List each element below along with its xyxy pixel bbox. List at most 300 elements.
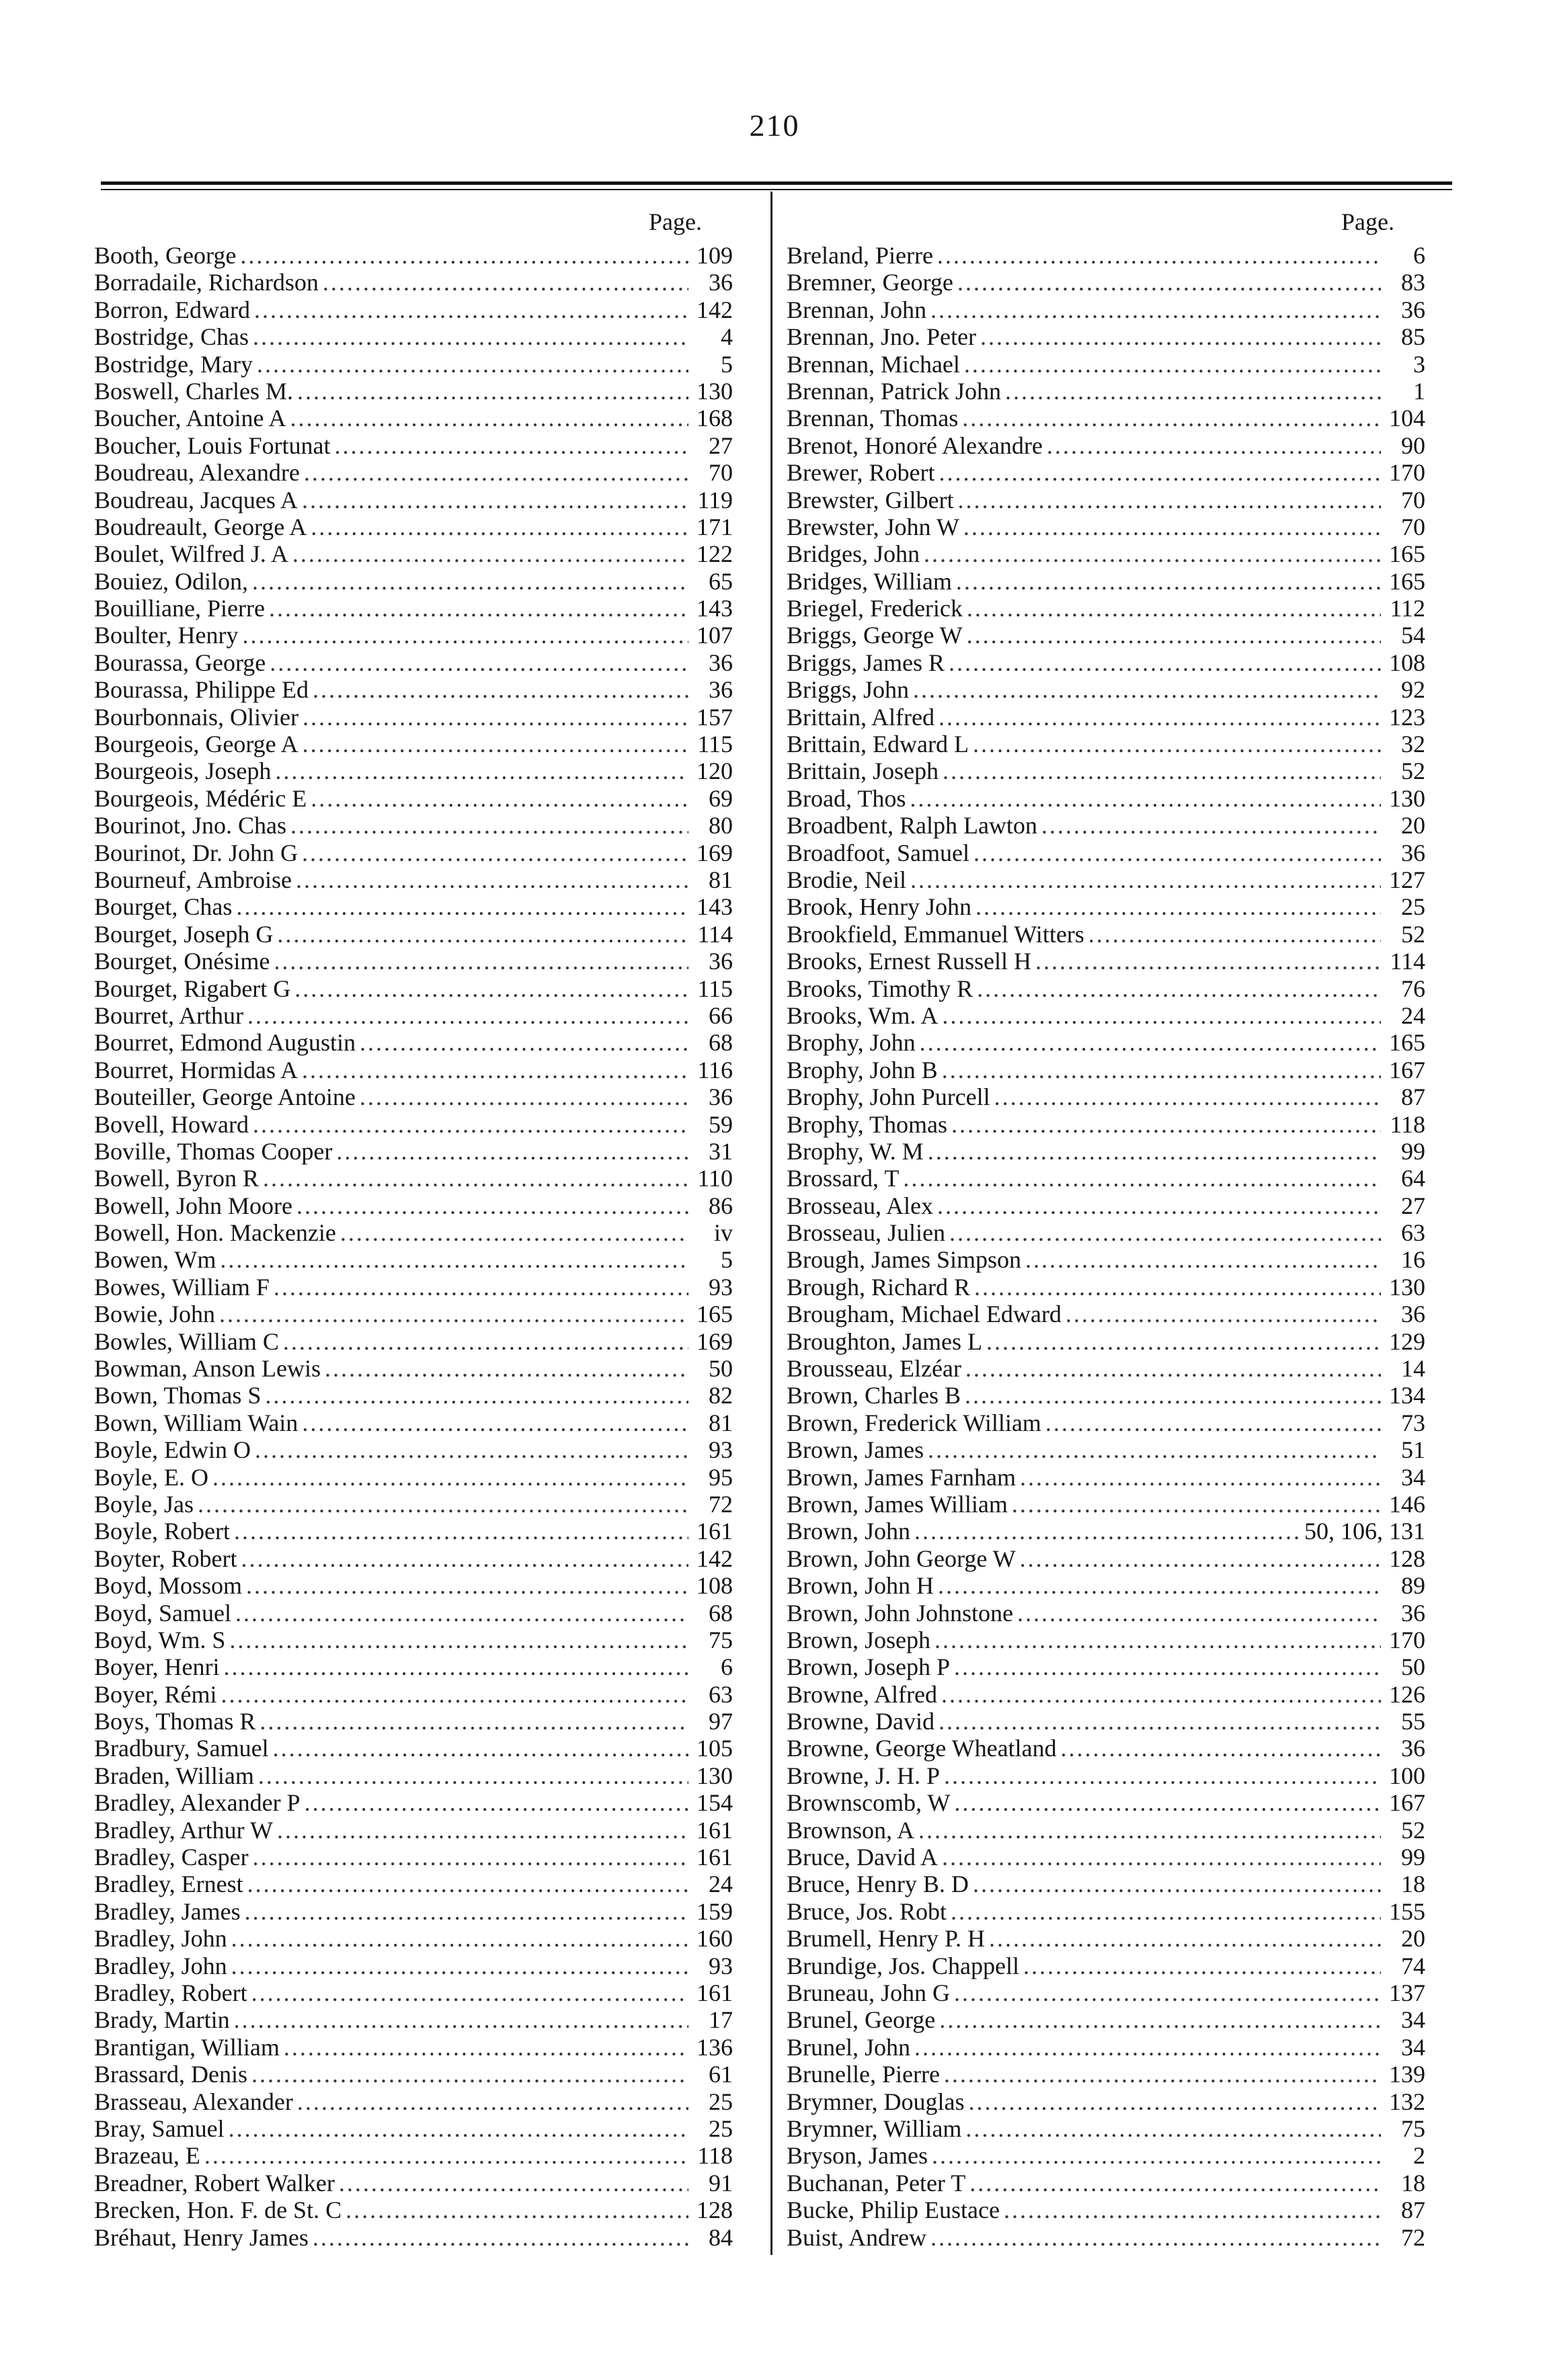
dot-leader	[989, 1925, 1381, 1952]
entry-name: Brymner, William	[787, 2115, 962, 2142]
index-entry	[94, 975, 733, 1002]
entry-page-number: 25	[709, 2088, 733, 2115]
index-entry	[787, 1600, 1425, 1627]
index-entry	[787, 1138, 1425, 1165]
entry-name: Brooks, Timothy R	[787, 975, 974, 1002]
index-entry	[94, 1165, 733, 1192]
index-entry	[787, 1871, 1425, 1897]
entry-name: Bourret, Arthur	[94, 1001, 243, 1029]
index-entry	[787, 514, 1425, 540]
entry-name: Bourget, Chas	[94, 893, 233, 921]
entry-name: Brown, Joseph	[787, 1626, 930, 1653]
entry-page-number: 146	[1389, 1490, 1425, 1518]
left-index-column	[94, 195, 733, 2251]
index-entry	[787, 731, 1425, 757]
entry-page-number: 95	[709, 1463, 733, 1491]
dot-leader	[956, 568, 1381, 595]
entry-page-number: 93	[709, 1273, 733, 1301]
entry-page-number: 109	[697, 242, 733, 269]
index-entry	[787, 269, 1425, 296]
index-entry	[787, 921, 1425, 948]
dot-leader	[263, 1165, 688, 1192]
dot-leader	[962, 405, 1381, 432]
dot-leader	[1023, 1953, 1381, 1979]
entry-page-number: 139	[1389, 2061, 1425, 2088]
index-entry	[94, 1817, 733, 1844]
index-entry	[787, 622, 1425, 649]
header-rule-thin	[101, 189, 1452, 190]
left-entry-list	[94, 242, 733, 2251]
entry-page-number: 142	[697, 1545, 733, 1572]
entry-page-number: 161	[697, 1844, 733, 1871]
dot-leader	[252, 568, 688, 595]
entry-page-number: 142	[697, 296, 733, 323]
entry-page-number: 110	[697, 1165, 733, 1192]
entry-name: Bourbonnais, Olivier	[94, 703, 299, 731]
dot-leader	[284, 2034, 688, 2061]
dot-leader	[294, 975, 688, 1002]
index-entry	[787, 704, 1425, 731]
index-entry	[787, 1355, 1425, 1382]
index-entry	[94, 1111, 733, 1138]
index-entry	[94, 785, 733, 812]
entry-page-number: 86	[709, 1192, 733, 1219]
entry-name: Bourret, Hormidas A	[94, 1056, 298, 1083]
entry-page-number: 165	[697, 1301, 733, 1328]
dot-leader	[236, 893, 688, 920]
entry-name: Boswell, Charles M.	[94, 377, 293, 405]
index-entry	[787, 323, 1425, 350]
entry-name: Bowell, Byron R	[94, 1165, 260, 1192]
entry-name: Brooks, Wm. A	[787, 1001, 939, 1029]
entry-name: Brownson, A	[787, 1816, 915, 1844]
entry-page-number: 154	[697, 1789, 733, 1817]
dot-leader	[914, 1518, 1300, 1545]
index-entry	[94, 1491, 733, 1518]
index-entry	[787, 432, 1425, 459]
entry-page-number: 100	[1389, 1762, 1425, 1789]
entry-page-number: 134	[1389, 1382, 1425, 1409]
index-entry	[94, 1844, 733, 1871]
index-entry	[94, 676, 733, 703]
index-entry	[787, 351, 1425, 378]
index-entry	[94, 1301, 733, 1327]
entry-name: Boyd, Samuel	[94, 1599, 231, 1627]
entry-name: Browne, J. H. P	[787, 1762, 941, 1789]
right-entry-list	[787, 242, 1425, 2251]
entry-page-number: 161	[697, 1816, 733, 1844]
entry-page-number: 129	[1389, 1327, 1425, 1355]
entry-page-number: 118	[697, 2142, 733, 2170]
entry-page-number: 73	[1401, 1409, 1425, 1436]
index-entry	[94, 1925, 733, 1952]
entry-name: Bradley, Arthur W	[94, 1816, 273, 1844]
entry-name: Bourgeois, Médéric E	[94, 784, 307, 812]
dot-leader	[231, 1953, 688, 1979]
entry-page-number: 170	[1389, 1626, 1425, 1653]
entry-name: Borradaile, Richardson	[94, 269, 319, 296]
entry-name: Boyer, Rémi	[94, 1680, 217, 1708]
dot-leader	[974, 1274, 1381, 1301]
index-entry	[94, 1355, 733, 1382]
entry-page-number: 36	[1401, 1301, 1425, 1328]
entry-page-number: 99	[1401, 1137, 1425, 1165]
entry-name: Brundige, Jos. Chappell	[787, 1952, 1019, 1979]
index-entry	[94, 296, 733, 323]
entry-name: Browne, Alfred	[787, 1680, 937, 1708]
entry-page-number: 34	[1401, 2033, 1425, 2061]
dot-leader	[957, 269, 1381, 296]
dot-leader	[1020, 1464, 1381, 1491]
index-entry	[787, 1653, 1425, 1680]
dot-leader	[220, 1246, 688, 1273]
index-entry	[787, 1192, 1425, 1219]
dot-leader	[290, 405, 688, 432]
entry-page-number: 63	[709, 1680, 733, 1708]
entry-name: Boulet, Wilfred J. A	[94, 540, 288, 568]
dot-leader	[986, 1328, 1381, 1355]
index-entry	[94, 1464, 733, 1491]
entry-name: Bovell, Howard	[94, 1110, 249, 1138]
entry-page-number: 51	[1401, 1436, 1425, 1464]
entry-page-number: 50	[709, 1355, 733, 1383]
entry-name: Bouteiller, George Antoine	[94, 1083, 356, 1111]
index-entry	[787, 975, 1425, 1002]
entry-page-number: 25	[709, 2115, 733, 2142]
dot-leader	[951, 1898, 1381, 1925]
index-entry	[787, 1844, 1425, 1871]
dot-leader	[313, 676, 688, 703]
entry-name: Bruce, Henry B. D	[787, 1871, 969, 1898]
entry-name: Bradley, Robert	[94, 1979, 247, 2006]
entry-name: Boudreau, Jacques A	[94, 486, 298, 514]
index-entry	[94, 948, 733, 975]
dot-leader	[937, 242, 1381, 269]
index-entry	[94, 432, 733, 459]
dot-leader	[928, 1138, 1381, 1165]
entry-name: Bourinot, Jno. Chas	[94, 812, 287, 839]
entry-page-number: 165	[1389, 567, 1425, 595]
entry-page-number: 75	[1401, 2115, 1425, 2142]
dot-leader	[303, 731, 688, 757]
entry-name: Broadbent, Ralph Lawton	[787, 812, 1037, 839]
index-entry	[94, 514, 733, 540]
entry-page-number: 81	[709, 1409, 733, 1436]
dot-leader	[1035, 948, 1381, 975]
right-index-column	[787, 195, 1425, 2251]
entry-page-number: 68	[709, 1029, 733, 1057]
dot-leader	[973, 731, 1381, 757]
index-entry	[94, 1083, 733, 1110]
dot-leader	[277, 1817, 688, 1844]
index-entry	[94, 1735, 733, 1762]
index-entry	[787, 1491, 1425, 1518]
dot-leader	[360, 1029, 688, 1056]
index-entry	[787, 676, 1425, 703]
dot-leader	[274, 1274, 688, 1301]
entry-page-number: 27	[1401, 1192, 1425, 1219]
entry-page-number: 115	[697, 731, 733, 758]
entry-page-number: 31	[709, 1137, 733, 1165]
entry-page-number: 64	[1401, 1165, 1425, 1192]
entry-page-number: 52	[1401, 920, 1425, 948]
entry-page-number: 132	[1389, 2088, 1425, 2115]
dot-leader	[939, 2006, 1381, 2033]
dot-leader	[283, 1328, 688, 1355]
entry-page-number: 105	[697, 1735, 733, 1762]
index-entry	[787, 1111, 1425, 1138]
entry-page-number: 3	[1413, 350, 1425, 378]
entry-page-number: 165	[1389, 540, 1425, 568]
entry-name: Buist, Andrew	[787, 2223, 927, 2251]
entry-name: Bourget, Joseph G	[94, 920, 274, 948]
dot-leader	[302, 839, 688, 866]
entry-page-number: 74	[1401, 1952, 1425, 1979]
dot-leader	[980, 323, 1381, 350]
dot-leader	[1061, 1735, 1381, 1762]
entry-name: Borron, Edward	[94, 296, 250, 323]
entry-name: Brennan, Michael	[787, 350, 960, 378]
dot-leader	[290, 812, 688, 839]
entry-name: Brooks, Ernest Russell H	[787, 948, 1031, 975]
entry-name: Boyer, Henri	[94, 1653, 220, 1681]
index-entry	[94, 1192, 733, 1219]
entry-name: Brittain, Edward L	[787, 731, 969, 758]
entry-page-number: 127	[1389, 866, 1425, 893]
entry-page-number: 34	[1401, 2006, 1425, 2034]
entry-page-number: 54	[1401, 622, 1425, 649]
entry-name: Bourneuf, Ambroise	[94, 866, 292, 893]
entry-name: Bradbury, Samuel	[94, 1735, 269, 1762]
dot-leader	[942, 1057, 1381, 1083]
dot-leader	[340, 1219, 688, 1246]
dot-leader	[247, 1002, 688, 1029]
index-entry	[94, 649, 733, 676]
index-entry	[94, 1871, 733, 1897]
dot-leader	[903, 1165, 1381, 1192]
entry-name: Bradley, John	[94, 1952, 227, 1979]
entry-page-number: 66	[709, 1001, 733, 1029]
dot-leader	[930, 2224, 1381, 2251]
index-entry	[787, 2088, 1425, 2115]
dot-leader	[229, 2115, 688, 2142]
index-entry	[787, 540, 1425, 567]
entry-name: Brook, Henry John	[787, 893, 971, 921]
index-entry	[787, 2115, 1425, 2142]
entry-page-number: iv	[713, 1219, 733, 1247]
dot-leader	[346, 2197, 688, 2223]
dot-leader	[1020, 1545, 1381, 1572]
index-entry	[94, 704, 733, 731]
entry-page-number: 55	[1401, 1708, 1425, 1735]
dot-leader	[265, 1382, 688, 1409]
index-entry	[787, 785, 1425, 812]
index-entry	[787, 1789, 1425, 1816]
index-entry	[94, 2224, 733, 2251]
right-page-column-header: Page.	[1341, 208, 1394, 235]
dot-leader	[914, 2034, 1381, 2061]
index-entry	[94, 1681, 733, 1708]
entry-name: Brazeau, E	[94, 2142, 200, 2170]
entry-name: Buchanan, Peter T	[787, 2169, 966, 2197]
dot-leader	[935, 1627, 1381, 1653]
dot-leader	[240, 242, 688, 269]
index-entry	[787, 1002, 1425, 1029]
dot-leader	[937, 1192, 1381, 1219]
index-entry	[787, 2142, 1425, 2169]
entry-page-number: 63	[1401, 1219, 1425, 1247]
entry-page-number: 70	[709, 459, 733, 487]
entry-page-number: 108	[1389, 649, 1425, 676]
entry-name: Brosseau, Julien	[787, 1219, 945, 1247]
index-entry	[787, 2170, 1425, 2197]
entry-page-number: 36	[709, 676, 733, 704]
dot-leader	[957, 487, 1381, 514]
entry-name: Bourgeois, Joseph	[94, 757, 272, 785]
dot-leader	[251, 1979, 688, 2006]
entry-page-number: 61	[709, 2061, 733, 2088]
dot-leader	[241, 1545, 688, 1572]
index-entry	[787, 1382, 1425, 1409]
entry-name: Brennan, Thomas	[787, 405, 959, 432]
entry-page-number: 24	[709, 1871, 733, 1898]
entry-name: Broadfoot, Samuel	[787, 839, 969, 866]
dot-leader	[260, 1708, 688, 1735]
entry-name: Brophy, John B	[787, 1056, 938, 1083]
index-entry	[787, 1328, 1425, 1355]
entry-page-number: 130	[697, 1762, 733, 1789]
entry-name: Bridges, William	[787, 567, 952, 595]
entry-page-number: 118	[1390, 1110, 1425, 1138]
entry-name: Brossard, T	[787, 1165, 900, 1192]
dot-leader	[339, 2170, 688, 2197]
entry-name: Brenot, Honoré Alexandre	[787, 432, 1043, 459]
index-entry	[94, 731, 733, 757]
entry-name: Brunel, John	[787, 2033, 910, 2061]
dot-leader	[313, 2224, 688, 2251]
index-entry	[94, 351, 733, 378]
dot-leader	[963, 514, 1381, 540]
entry-page-number: 76	[1401, 975, 1425, 1002]
index-entry	[94, 1328, 733, 1355]
dot-leader	[913, 676, 1381, 703]
entry-name: Brittain, Alfred	[787, 703, 935, 731]
index-entry	[94, 568, 733, 595]
entry-name: Bowie, John	[94, 1301, 215, 1328]
entry-page-number: 155	[1389, 1897, 1425, 1925]
index-entry	[94, 622, 733, 649]
entry-page-number: 52	[1401, 1816, 1425, 1844]
dot-leader	[910, 866, 1381, 893]
entry-name: Bown, William Wain	[94, 1409, 299, 1436]
index-entry	[787, 568, 1425, 595]
entry-page-number: 93	[709, 1436, 733, 1464]
index-entry	[787, 866, 1425, 893]
index-entry	[787, 1572, 1425, 1599]
entry-name: Browne, George Wheatland	[787, 1735, 1057, 1762]
entry-page-number: 36	[709, 1083, 733, 1111]
column-divider	[770, 192, 772, 2255]
entry-name: Brougham, Michael Edward	[787, 1301, 1062, 1328]
index-entry	[94, 1382, 733, 1409]
entry-page-number: 130	[1389, 1273, 1425, 1301]
index-entry	[787, 948, 1425, 975]
index-entry	[787, 242, 1425, 269]
entry-page-number: 89	[1401, 1572, 1425, 1600]
entry-name: Brown, James William	[787, 1490, 1008, 1518]
entry-name: Briggs, George W	[787, 622, 963, 649]
entry-page-number: 87	[1401, 2197, 1425, 2224]
dot-leader	[942, 1002, 1381, 1029]
entry-name: Brennan, Patrick John	[787, 377, 1001, 405]
index-entry	[787, 2061, 1425, 2088]
entry-name: Brunel, George	[787, 2006, 936, 2034]
entry-name: Bostridge, Mary	[94, 350, 253, 378]
dot-leader	[219, 1301, 688, 1327]
dot-leader	[994, 1083, 1381, 1110]
entry-name: Breadner, Robert Walker	[94, 2169, 335, 2197]
index-entry	[94, 2170, 733, 2197]
entry-name: Bremner, George	[787, 269, 953, 296]
entry-page-number: 32	[1401, 731, 1425, 758]
dot-leader	[1041, 812, 1381, 839]
dot-leader	[964, 351, 1381, 378]
entry-page-number: 5	[721, 1246, 733, 1274]
entry-name: Brown, Charles B	[787, 1382, 961, 1409]
entry-page-number: 92	[1401, 676, 1425, 704]
entry-page-number: 16	[1401, 1246, 1425, 1274]
dot-leader	[305, 1789, 688, 1816]
entry-name: Brownscomb, W	[787, 1789, 951, 1817]
entry-page-number: 36	[1401, 296, 1425, 323]
entry-page-number: 143	[697, 595, 733, 622]
index-entry	[94, 812, 733, 839]
index-entry	[787, 2197, 1425, 2223]
index-entry	[787, 296, 1425, 323]
index-entry	[787, 1925, 1425, 1952]
dot-leader	[928, 1436, 1381, 1463]
entry-page-number: 91	[709, 2169, 733, 2197]
entry-name: Brophy, Thomas	[787, 1110, 947, 1138]
index-entry	[94, 1409, 733, 1436]
dot-leader	[253, 1111, 688, 1138]
entry-page-number: 161	[697, 1518, 733, 1545]
entry-page-number: 27	[709, 432, 733, 459]
index-entry	[787, 1518, 1425, 1545]
dot-leader	[221, 1681, 688, 1708]
entry-name: Brosseau, Alex	[787, 1192, 933, 1219]
entry-page-number: 36	[1401, 1735, 1425, 1762]
entry-page-number: 36	[709, 269, 733, 296]
index-entry	[94, 1029, 733, 1056]
entry-page-number: 34	[1401, 1463, 1425, 1491]
dot-leader	[274, 948, 688, 975]
dot-leader	[965, 1382, 1381, 1409]
entry-name: Boyd, Mossom	[94, 1572, 243, 1600]
entry-name: Brunelle, Pierre	[787, 2061, 940, 2088]
entry-name: Bradley, John	[94, 1925, 227, 1953]
entry-page-number: 72	[1401, 2223, 1425, 2251]
entry-page-number: 104	[1389, 405, 1425, 432]
dot-leader	[939, 704, 1381, 731]
index-entry	[787, 1979, 1425, 2006]
entry-page-number: 87	[1401, 1083, 1425, 1111]
dot-leader	[270, 649, 688, 676]
dot-leader	[1012, 1491, 1381, 1518]
dot-leader	[954, 1979, 1381, 2006]
entry-name: Bowell, John Moore	[94, 1192, 292, 1219]
index-entry	[787, 1301, 1425, 1327]
